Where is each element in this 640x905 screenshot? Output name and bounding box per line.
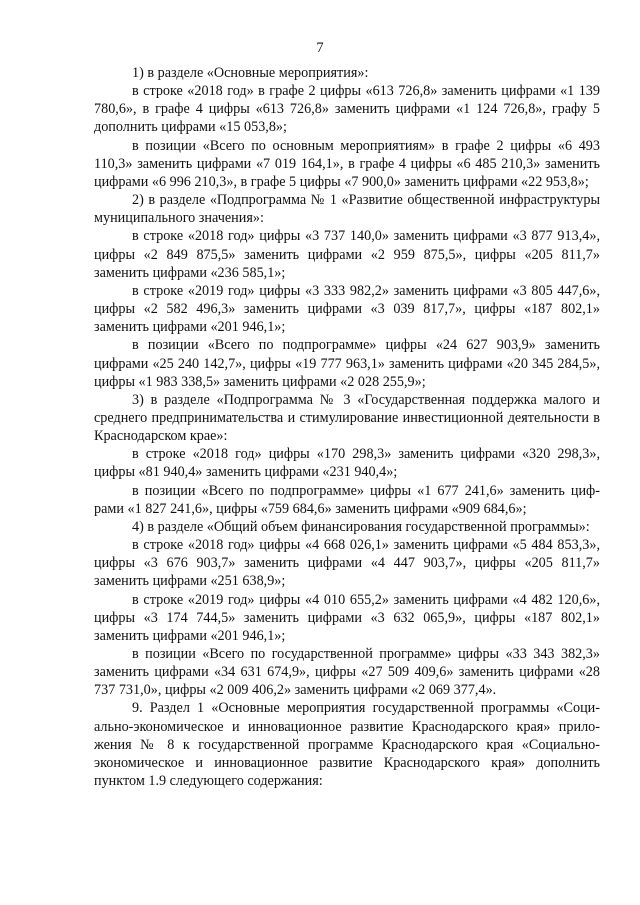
paragraph: в позиции «Всего по государственной программе» цифры «33 343 382,3» заменить цифрами «34 631 674,9», цифры «27 509 409,6» заменить цифрами «28 737 731,0», цифры «2 009 406,2» заменить цифрами «2 069 377,4». (94, 646, 600, 699)
paragraph: в позиции «Всего по подпрограмме» цифры «24 627 903,9» заменить цифрами «25 240 142,7», цифры «19 777 963,1» заменить цифрами «20 345 284,5», цифры «1 983 338,5» заменить цифрами «2 028 255,9»; (94, 337, 600, 390)
document-body (94, 64, 600, 790)
paragraph: 9. Раздел 1 «Основные мероприятия государственной программы «Социально-экономическое и инновационное развитие Краснодарского края» приложения № 8 к государственной программе Краснодарского края «Социально-экономическое и инновационное развитие Краснодарского края» дополнить пунктом 1.9 следующего содержания: (94, 700, 600, 790)
paragraph: в позиции «Всего по подпрограмме» цифры «1 677 241,6» заменить цифрами «1 827 241,6», цифры «759 684,6» заменить цифрами «909 684,6»; (94, 482, 600, 517)
paragraph: в строке «2018 год» цифры «170 298,3» заменить цифрами «320 298,3», цифры «81 940,4» заменить цифрами «231 940,4»; (94, 446, 600, 481)
paragraph: в строке «2018 год» в графе 2 цифры «613 726,8» заменить цифрами «1 139 780,6», в графе 4 цифры «613 726,8» заменить цифрами «1 124 726,8», графу 5 дополнить цифрами «15 053,8»; (94, 83, 600, 136)
paragraph: 4) в разделе «Общий объем финансирования государственной программы»: (132, 518, 590, 535)
paragraph: 3) в разделе «Подпрограмма № 3 «Государственная поддержка малого и среднего предпринимательства и стимулирование инвестиционной деятельности в Краснодарском крае»: (94, 391, 600, 445)
paragraph: в строке «2019 год» цифры «4 010 655,2» заменить цифрами «4 482 120,6», цифры «3 174 744,5» заменить цифрами «3 632 065,9», цифры «187 802,1» заменить цифрами «201 946,1»; (94, 591, 600, 644)
paragraph: в позиции «Всего по основным мероприятиям» в графе 2 цифры «6 493 110,3» заменить цифрами «7 019 164,1», в графе 4 цифры «6 485 210,3» заменить цифрами «6 996 210,3», в графе 5 цифры «7 900,0» заменить цифрами «22 953,8»; (94, 137, 600, 190)
paragraph: 2) в разделе «Подпрограмма № 1 «Развитие общественной инфраструктуры муниципального значения»: (94, 192, 600, 227)
paragraph: в строке «2018 год» цифры «3 737 140,0» заменить цифрами «3 877 913,4», цифры «2 849 875,5» заменить цифрами «2 959 875,5», цифры «205 811,7» заменить цифрами «236 585,1»; (94, 228, 600, 281)
paragraph: в строке «2019 год» цифры «3 333 982,2» заменить цифрами «3 805 447,6», цифры «2 582 496,3» заменить цифрами «3 039 817,7», цифры «187 802,1» заменить цифрами «201 946,1»; (94, 282, 600, 336)
page-number: 7 (316, 40, 324, 56)
paragraph: 1) в разделе «Основные мероприятия»: (132, 65, 369, 81)
paragraph: в строке «2018 год» цифры «4 668 026,1» заменить цифрами «5 484 853,3», цифры «3 676 903,7» заменить цифрами «4 447 903,7», цифры «205 811,7» заменить цифрами «251 638,9»; (94, 537, 600, 590)
